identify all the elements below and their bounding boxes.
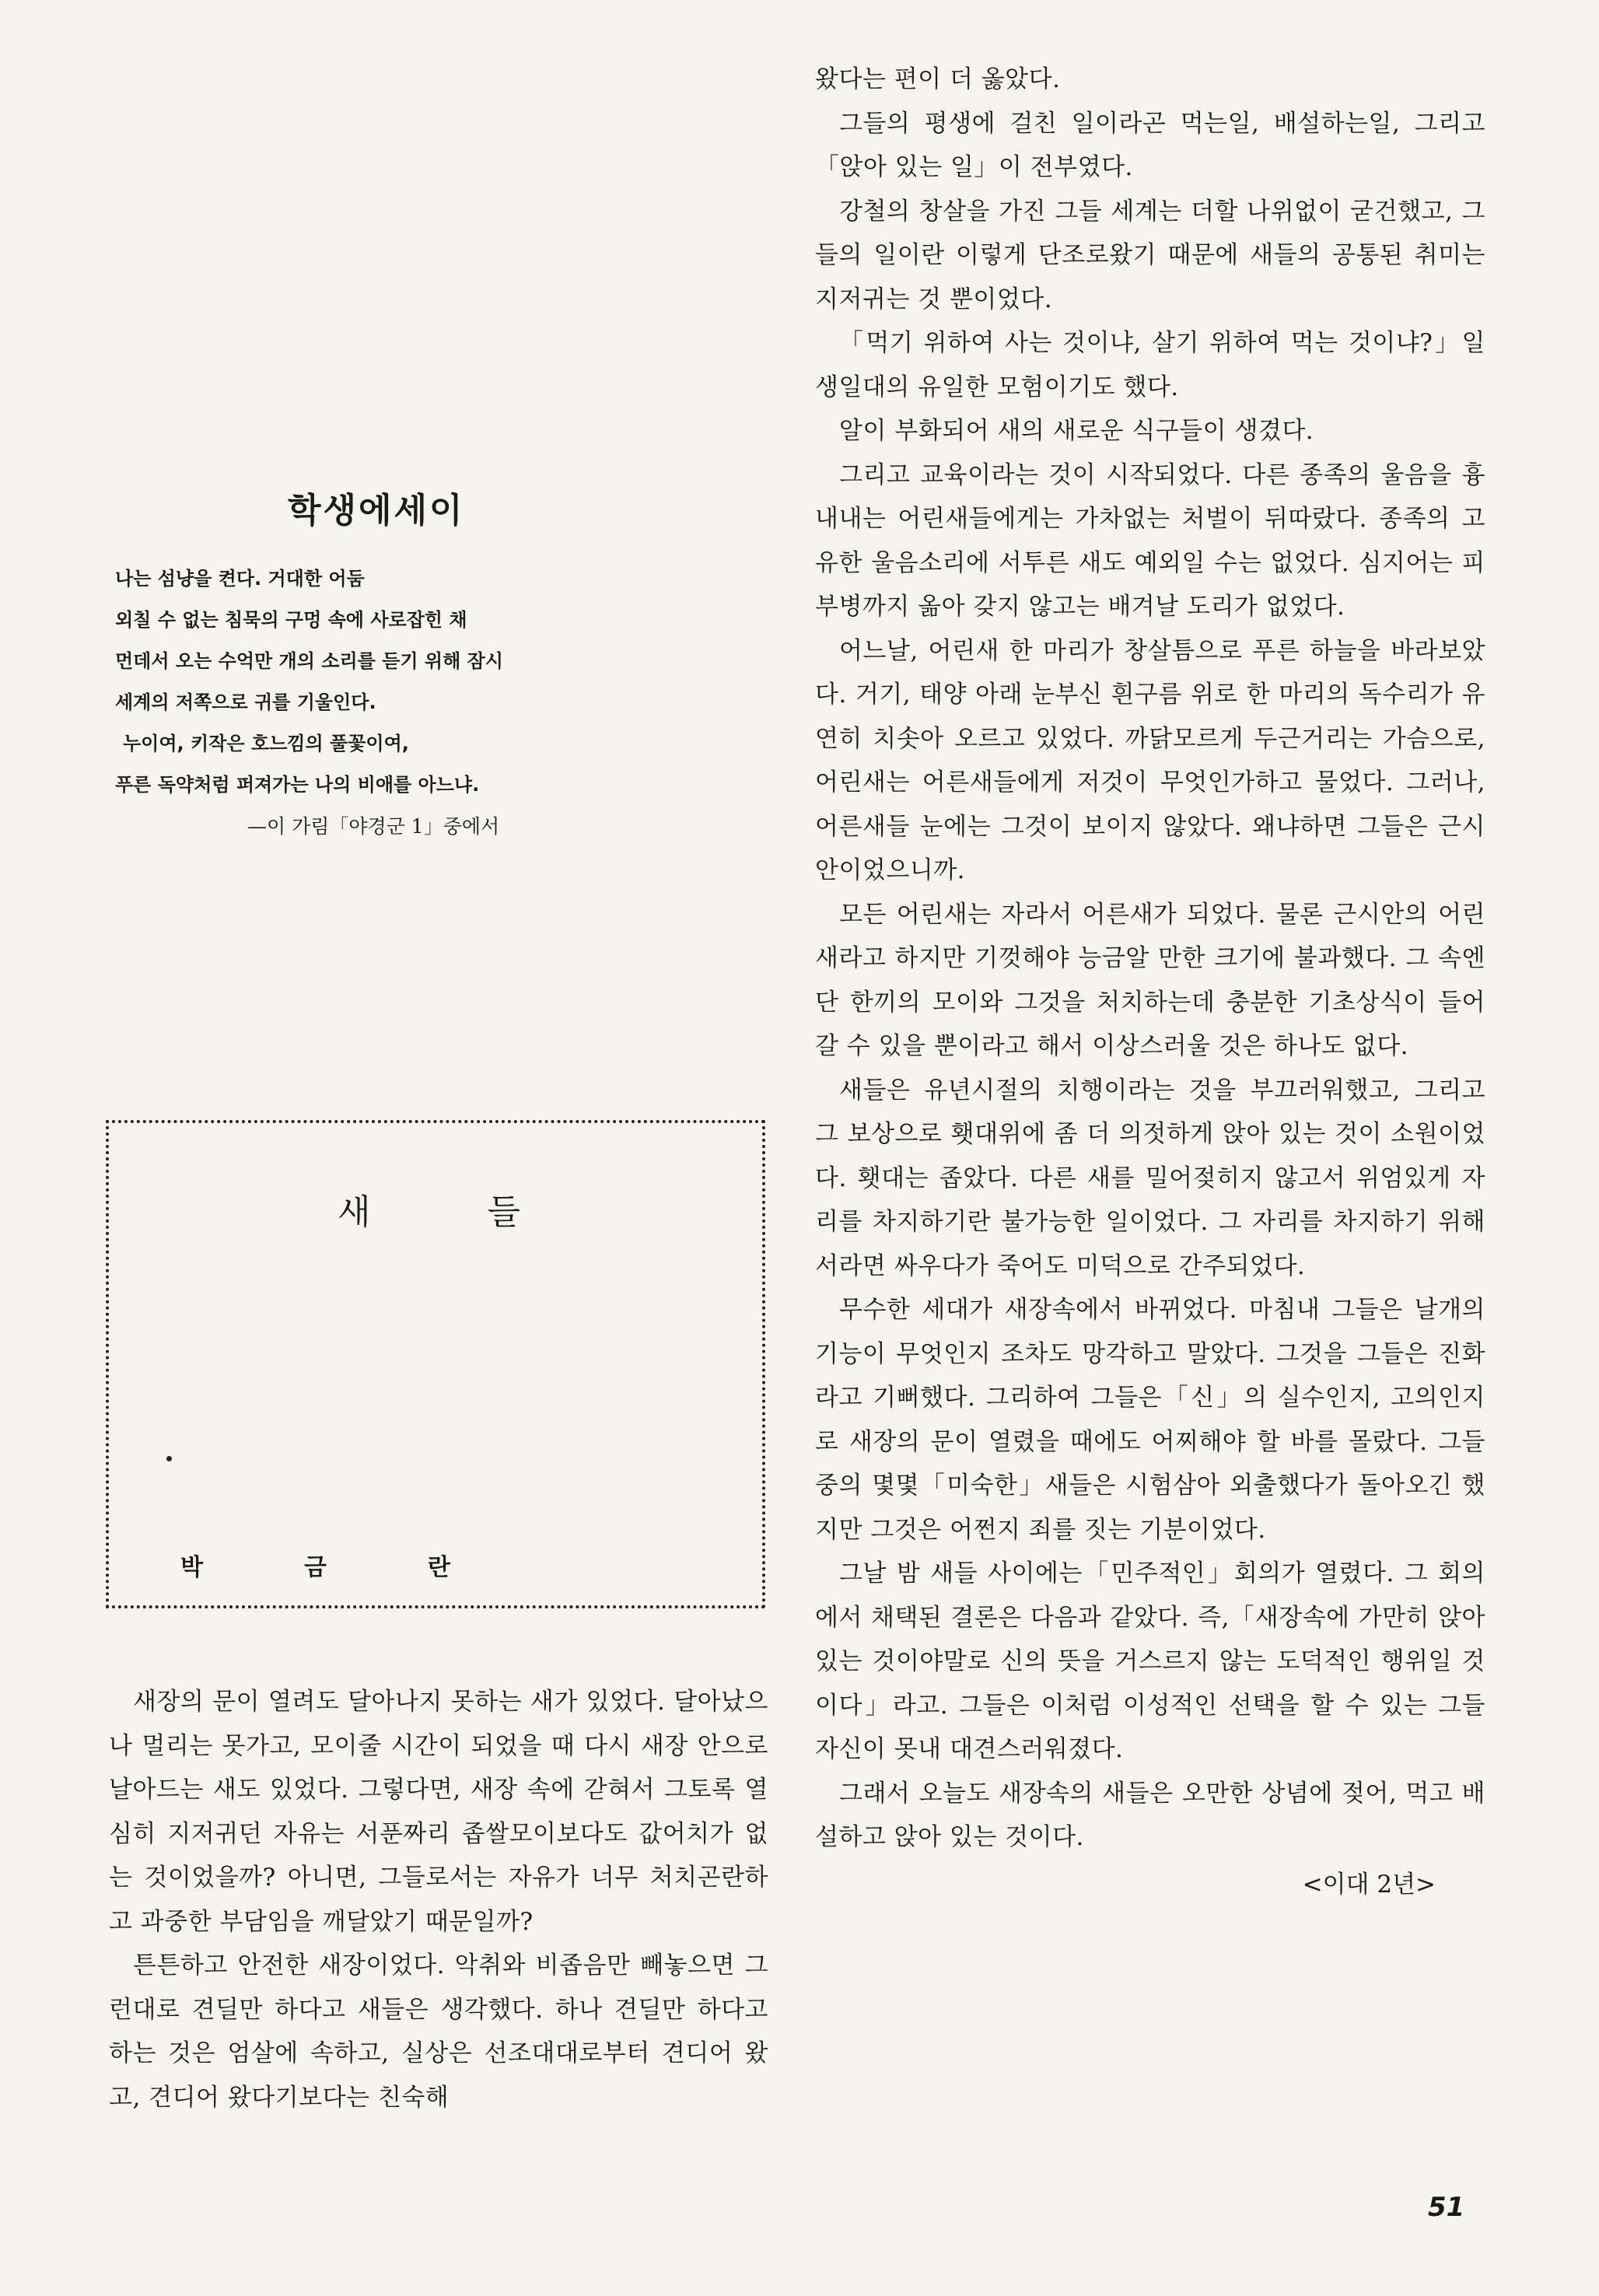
- paragraph: 무수한 세대가 새장속에서 바뀌었다. 마침내 그들은 날개의 기능이 무엇인지 조차도 망각하고 말았다. 그것을 그들은 진화라고 기뻐했다. 그리하여 그들은「신」의 실수인지, 고의인지로 새장의 문이 열렸을 때에도 어찌해야 할 바를 몰랐다. 그들 중의 몇몇「미숙한」새들은 시험삼아 외출했다가 돌아오긴 했지만 그것은 어쩐지 죄를 짓는 기분이었다.: [815, 1296, 1485, 1544]
- paragraph: 알이 부화되어 새의 새로운 식구들이 생겼다.: [839, 417, 1314, 445]
- section-title: 학생에세이: [288, 491, 465, 530]
- paragraph: 어느날, 어린새 한 마리가 창살틈으로 푸른 하늘을 바라보았다. 거기, 태양 아래 눈부신 흰구름 위로 한 마리의 독수리가 유연히 치솟아 오르고 있었다. 까닭모르게 두근거리는 가슴으로, 어린새는 어른새들에게 저것이 무엇인가하고 물었다. 그러나, 어른새들 눈에는 그것이 보이지 않았다. 왜냐하면 그들은 근시안이었으니까.: [815, 636, 1485, 884]
- signoff: <이대 2년>: [1302, 1870, 1436, 1899]
- epigraph-line: 누이여, 키작은 호느낌의 풀꽃이여,: [123, 733, 409, 754]
- epigraph-line: 나는 섬냥을 켠다. 거대한 어둠: [115, 568, 365, 590]
- paragraph: 그래서 오늘도 새장속의 새들은 오만한 상념에 젖어, 먹고 배설하고 앉아 있는 것이다.: [815, 1779, 1485, 1851]
- paragraph: 왔다는 편이 더 옳았다.: [815, 65, 1061, 93]
- epigraph-line: 먼데서 오는 수억만 개의 소리를 듣기 위해 잠시: [115, 650, 503, 672]
- left-column-body: [109, 1680, 768, 2119]
- paragraph: 그들의 평생에 걸친 일이라곤 먹는일, 배설하는일, 그리고「앉아 있는 일」이 전부였다.: [815, 109, 1485, 181]
- paragraph: 강철의 창살을 가진 그들 세계는 더할 나위없이 굳건했고, 그들의 일이란 이렇게 단조로왔기 때문에 새들의 공통된 취미는 지저귀는 것 뿐이었다.: [815, 197, 1485, 313]
- paragraph: 모든 어린새는 자라서 어른새가 되었다. 물론 근시안의 어린새라고 하지만 기껏해야 능금알 만한 크기에 불과했다. 그 속엔 단 한끼의 모이와 그것을 처치하는데 충분한 기초상식이 들어갈 수 있을 뿐이라고 해서 이상스러울 것은 하나도 없다.: [815, 900, 1485, 1060]
- paragraph: 그날 밤 새들 사이에는「민주적인」회의가 열렸다. 그 회의에서 채택된 결론은 다음과 같았다. 즉,「새장속에 가만히 앉아있는 것이야말로 신의 뜻을 거스르지 않는 도덕적인 행위일 것이다」라고. 그들은 이처럼 이성적인 선택을 할 수 있는 그들 자신이 못내 대견스러워졌다.: [815, 1559, 1485, 1763]
- right-column-body: [815, 58, 1485, 1906]
- author-name: 박금란: [180, 1554, 551, 1581]
- epigraph: [115, 558, 644, 847]
- epigraph-line: 푸른 독약처럼 퍼져가는 나의 비애를 아느냐.: [115, 774, 480, 796]
- epigraph-line: 외칠 수 없는 침묵의 구멍 속에 사로잡힌 채: [115, 609, 467, 631]
- epigraph-source: —이 가림「야경군 1」중에서: [247, 815, 500, 838]
- paragraph: 새장의 문이 열려도 달아나지 못하는 새가 있었다. 달아났으나 멀리는 못가고, 모이줄 시간이 되었을 때 다시 새장 안으로 날아드는 새도 있었다. 그렇다면, 새장 속에 갇혀서 그토록 열심히 지저귀던 자유는 서푼짜리 좁쌀모이보다도 값어치가 없는 것이었을까? 아니면, 그들로서는 자유가 너무 처치곤란하고 과중한 부담임을 깨달았기 때문일까?: [109, 1688, 768, 1936]
- essay-title: 새들: [338, 1192, 638, 1232]
- paragraph: 튼튼하고 안전한 새장이었다. 악취와 비좁음만 빼놓으면 그런대로 견딜만 하다고 새들은 생각했다. 하나 견딜만 하다고 하는 것은 엄살에 속하고, 실상은 선조대대로부터 견디어 왔고, 견디어 왔다기보다는 친숙해: [109, 1951, 768, 2112]
- page-number: 51: [1428, 2192, 1465, 2223]
- epigraph-line: 세계의 저쪽으로 귀를 기울인다.: [115, 691, 376, 713]
- paragraph: 새들은 유년시절의 치행이라는 것을 부끄러워했고, 그리고 그 보상으로 횃대위에 좀 더 의젓하게 앉아 있는 것이 소원이었다. 횃대는 좁았다. 다른 새를 밀어젖히지 않고서 위엄있게 자리를 차지하기란 불가능한 일이었다. 그 자리를 차지하기 위해서라면 싸우다가 죽어도 미덕으로 간주되었다.: [815, 1076, 1485, 1280]
- paragraph: 그리고 교육이라는 것이 시작되었다. 다른 종족의 울음을 흉내내는 어린새들에게는 가차없는 처벌이 뒤따랐다. 종족의 고유한 울음소리에 서투른 새도 예외일 수는 없었다. 심지어는 피부병까지 옮아 갖지 않고는 배겨날 도리가 없었다.: [815, 460, 1485, 621]
- decorative-dot: [166, 1456, 172, 1461]
- paragraph: 「먹기 위하여 사는 것이냐, 살기 위하여 먹는 것이냐?」일생일대의 유일한 모험이기도 했다.: [815, 329, 1485, 401]
